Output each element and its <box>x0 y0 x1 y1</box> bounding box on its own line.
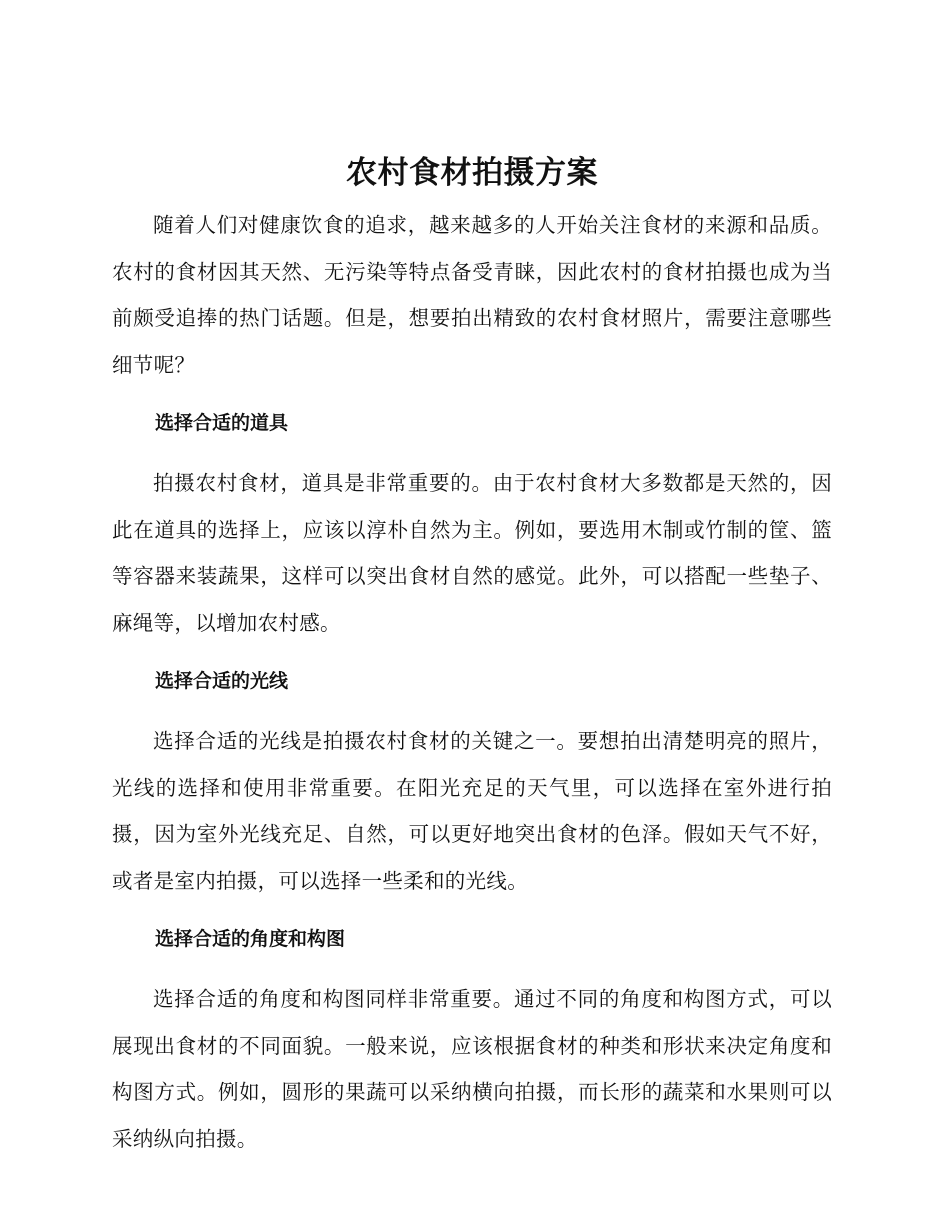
section-heading-lighting: 选择合适的光线 <box>155 670 289 692</box>
section-body-props: 拍摄农村食材，道具是非常重要的。由于农村食材大多数都是天然的，因此在道具的选择上，应该以淳朴自然为主。例如，要选用木制或竹制的筐、篮等容器来装蔬果，这样可以突出食材自然的感觉。此外，可以搭配一些垫子、麻绳等，以增加农村感。 <box>112 471 832 635</box>
section-heading-props: 选择合适的道具 <box>155 412 289 434</box>
section-body-angle-composition: 选择合适的角度和构图同样非常重要。通过不同的角度和构图方式，可以展现出食材的不同面貌。一般来说，应该根据食材的种类和形状来决定角度和构图方式。例如，圆形的果蔬可以采纳横向拍摄，而长形的蔬菜和水果则可以采纳纵向拍摄。 <box>112 987 832 1151</box>
section-body-lighting: 选择合适的光线是拍摄农村食材的关键之一。要想拍出清楚明亮的照片，光线的选择和使用非常重要。在阳光充足的天气里，可以选择在室外进行拍摄，因为室外光线充足、自然，可以更好地突出食材的色泽。假如天气不好，或者是室内拍摄，可以选择一些柔和的光线。 <box>112 729 832 893</box>
document-page <box>112 148 832 1162</box>
document-title: 农村食材拍摄方案 <box>346 155 598 191</box>
section-heading-angle-composition: 选择合适的角度和构图 <box>155 928 346 950</box>
intro-paragraph: 随着人们对健康饮食的追求，越来越多的人开始关注食材的来源和品质。农村的食材因其天然、无污染等特点备受青睐，因此农村的食材拍摄也成为当前颇受追捧的热门话题。但是，想要拍出精致的农村食材照片，需要注意哪些细节呢？ <box>112 213 832 377</box>
